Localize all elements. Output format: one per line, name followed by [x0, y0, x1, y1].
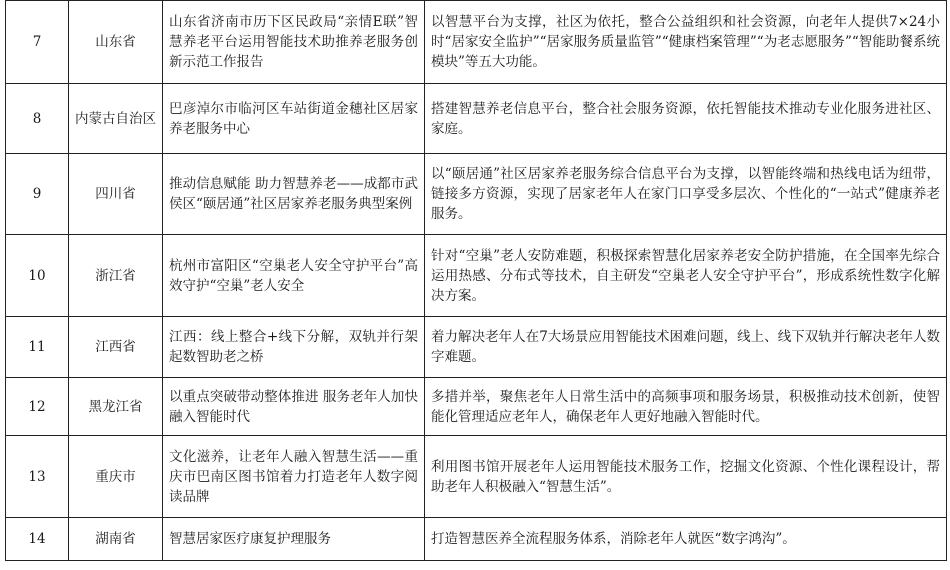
- table-row: [6, 317, 947, 378]
- case-description-cell: 多措并举，聚焦老年人日常生活中的高频事项和服务场景，积极推动技术创新，使智能化管理适应老年人，确保老年人更好地融入智能时代。: [425, 378, 947, 436]
- table-row: [6, 154, 947, 235]
- row-number: 8: [6, 84, 69, 154]
- case-title-cell: 山东省济南市历下区民政局“亲情E联”智慧养老平台运用智能技术助推养老服务创新示范工作报告: [163, 1, 425, 84]
- table-row: [6, 436, 947, 518]
- case-title-cell: 江西：线上整合+线下分解，双轨并行架起数智助老之桥: [163, 317, 425, 378]
- province-cell: 重庆市: [69, 436, 163, 518]
- row-number: 9: [6, 154, 69, 235]
- case-title-cell: 推动信息赋能 助力智慧养老——成都市武侯区“颐居通”社区居家养老服务典型案例: [163, 154, 425, 235]
- row-number: 11: [6, 317, 69, 378]
- case-description-cell: 着力解决老年人在7大场景应用智能技术困难问题，线上、线下双轨并行解决老年人数字难题。: [425, 317, 947, 378]
- case-description-cell: 以智慧平台为支撑，社区为依托，整合公益组织和社会资源，向老年人提供7×24小时“居家安全监护”“居家服务质量监管”“健康档案管理”“为老志愿服务”“智能助餐系统模块”等五大功能。: [425, 1, 947, 84]
- case-table: [5, 0, 947, 561]
- row-number: 13: [6, 436, 69, 518]
- case-description-cell: 针对“空巢”老人安防难题，积极探索智慧化居家养老安全防护措施，在全国率先综合运用热感、分布式等技术，自主研发“空巢老人安全守护平台”，形成系统性数字化解决方案。: [425, 235, 947, 317]
- table-row: [6, 378, 947, 436]
- province-cell: 黑龙江省: [69, 378, 163, 436]
- table-row: [6, 1, 947, 84]
- row-number: 14: [6, 518, 69, 561]
- case-description-cell: 利用图书馆开展老年人运用智能技术服务工作，挖掘文化资源、个性化课程设计，帮助老年人积极融入“智慧生活”。: [425, 436, 947, 518]
- province-cell: 内蒙古自治区: [69, 84, 163, 154]
- case-title-cell: 智慧居家医疗康复护理服务: [163, 518, 425, 561]
- case-title-cell: 文化滋养，让老年人融入智慧生活——重庆市巴南区图书馆着力打造老年人数字阅读品牌: [163, 436, 425, 518]
- table-row: [6, 518, 947, 561]
- province-cell: 山东省: [69, 1, 163, 84]
- row-number: 12: [6, 378, 69, 436]
- case-title-cell: 巴彦淖尔市临河区车站街道金穗社区居家养老服务中心: [163, 84, 425, 154]
- province-cell: 湖南省: [69, 518, 163, 561]
- case-description-cell: 搭建智慧养老信息平台，整合社会服务资源，依托智能技术推动专业化服务进社区、家庭。: [425, 84, 947, 154]
- case-description-cell: 以“颐居通”社区居家养老服务综合信息平台为支撑，以智能终端和热线电话为纽带，链接多方资源，实现了居家老年人在家门口享受多层次、个性化的“一站式”健康养老服务。: [425, 154, 947, 235]
- table-row: [6, 84, 947, 154]
- case-title-cell: 杭州市富阳区“空巢老人安全守护平台”高效守护“空巢”老人安全: [163, 235, 425, 317]
- row-number: 10: [6, 235, 69, 317]
- table-row: [6, 235, 947, 317]
- case-title-cell: 以重点突破带动整体推进 服务老年人加快融入智能时代: [163, 378, 425, 436]
- province-cell: 四川省: [69, 154, 163, 235]
- row-number: 7: [6, 1, 69, 84]
- case-description-cell: 打造智慧医养全流程服务体系，消除老年人就医“数字鸿沟”。: [425, 518, 947, 561]
- province-cell: 江西省: [69, 317, 163, 378]
- province-cell: 浙江省: [69, 235, 163, 317]
